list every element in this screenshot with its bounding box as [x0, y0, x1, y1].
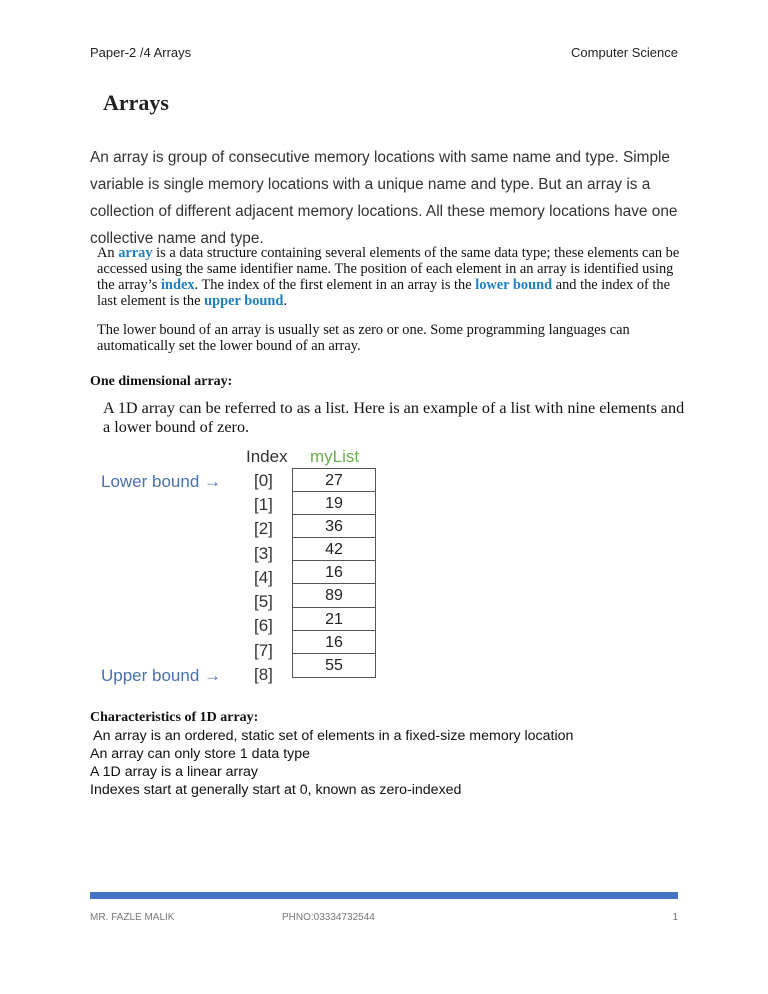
list-intro-paragraph: A 1D array can be referred to as a list. Here is an example of a list with nine elements and a lower bound of zero. [103, 399, 685, 436]
keyword-upper-bound: upper bound [204, 293, 284, 309]
page-number: 1 [672, 912, 678, 923]
list-cell: 19 [293, 492, 375, 515]
list-cell: 27 [293, 469, 375, 492]
intro-paragraph: An array is group of consecutive memory locations with same name and type. Simple variable is single memory locations with a unique name and type. But an array is a collection of different adjacent memory locations. All these memory locations have one collective name and type. [90, 149, 678, 247]
footer-divider [90, 892, 678, 899]
definition-paragraph [97, 245, 687, 309]
index-label: [8] [254, 665, 273, 684]
list-cell: 89 [293, 584, 375, 607]
page-title: Arrays [103, 90, 169, 115]
mylist-column-header: myList [310, 447, 360, 466]
header-right: Computer Science [571, 45, 678, 60]
index-label: [3] [254, 544, 273, 563]
definition-text: An [97, 245, 119, 261]
footer-phone: PHNO:03334732544 [282, 912, 375, 923]
index-label: [6] [254, 616, 273, 635]
list-cell: 16 [293, 631, 375, 654]
index-label: [5] [254, 592, 273, 611]
definition-text: is a data structure containing several elements of the same data type; these elements can be accessed using the same identifier name. The position of each element in an array is identified using the array’s [97, 245, 680, 293]
lower-bound-paragraph: The lower bound of an array is usually set as zero or one. Some programming languages can automatically set the lower bound of an array. [97, 322, 630, 354]
definition-text: and the index of the last element is the [97, 277, 671, 309]
keyword-lower-bound: lower bound [475, 277, 553, 293]
list-item: An array can only store 1 data type [90, 746, 311, 762]
index-label: [2] [254, 519, 273, 538]
list-cell: 21 [293, 608, 375, 631]
keyword-array: array [118, 245, 153, 261]
list-item: A 1D array is a linear array [90, 764, 258, 780]
header-left: Paper-2 /4 Arrays [90, 45, 192, 60]
definition-text: . [283, 293, 288, 309]
list-item: Indexes start at generally start at 0, known as zero-indexed [90, 782, 462, 798]
list-cell: 42 [293, 538, 375, 561]
index-label: [1] [254, 495, 273, 514]
section-heading-one-dimensional: One dimensional array: [90, 374, 233, 389]
upper-bound-label: Upper bound → [101, 666, 222, 685]
lower-bound-label: Lower bound → [101, 472, 222, 491]
list-item: An array is an ordered, static set of elements in a fixed-size memory location [90, 728, 574, 744]
footer-author: MR. FAZLE MALIK [90, 912, 175, 923]
definition-text: . The index of the first element in an array is the [194, 277, 476, 293]
index-column-header: Index [246, 447, 288, 466]
keyword-index: index [160, 277, 195, 293]
index-label: [4] [254, 568, 273, 587]
list-cell: 16 [293, 561, 375, 584]
characteristics-list [90, 727, 573, 799]
index-label: [0] [254, 471, 273, 490]
mylist-table [292, 468, 376, 678]
list-cell: 55 [325, 656, 343, 674]
list-cell: 36 [293, 515, 375, 538]
section-heading-characteristics: Characteristics of 1D array: [90, 710, 259, 725]
index-label: [7] [254, 641, 273, 660]
